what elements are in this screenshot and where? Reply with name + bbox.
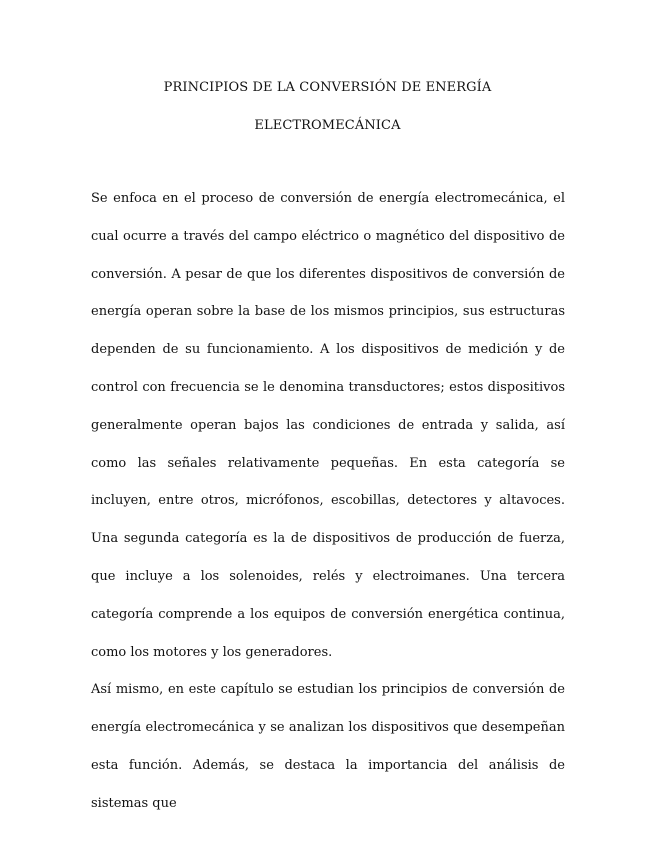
document-body [91, 180, 565, 823]
document-title-line-1: PRINCIPIOS DE LA CONVERSIÓN DE ENERGÍA [163, 80, 492, 95]
paragraph-2: Así mismo, en este capítulo se estudian los principios de conversión de energía electromecánica y se analizan los dispositivos que desempeñan esta función. Además, se destaca la importancia del análisis de sistemas que [91, 682, 565, 811]
document-title-line-2: ELECTROMECÁNICA [254, 118, 401, 133]
paragraph-1: Se enfoca en el proceso de conversión de energía electromecánica, el cual ocurre a través del campo eléctrico o magnético del dispositivo de conversión. A pesar de que los diferentes dispositivos de conversión de energía operan sobre la base de los mismos principios, sus estructuras dependen de su funcionamiento. A los dispositivos de medición y de control con frecuencia se le denomina transductores; estos dispositivos generalmente operan bajos las condiciones de entrada y salida, así como las señales relativamente pequeñas. En esta categoría se incluyen, entre otros, micrófonos, escobillas, detectores y altavoces. Una segunda categoría es la de dispositivos de producción de fuerza, que incluye a los solenoides, relés y electroimanes. Una tercera categoría comprende a los equipos de conversión energética continua, como los motores y los generadores. [91, 191, 565, 660]
